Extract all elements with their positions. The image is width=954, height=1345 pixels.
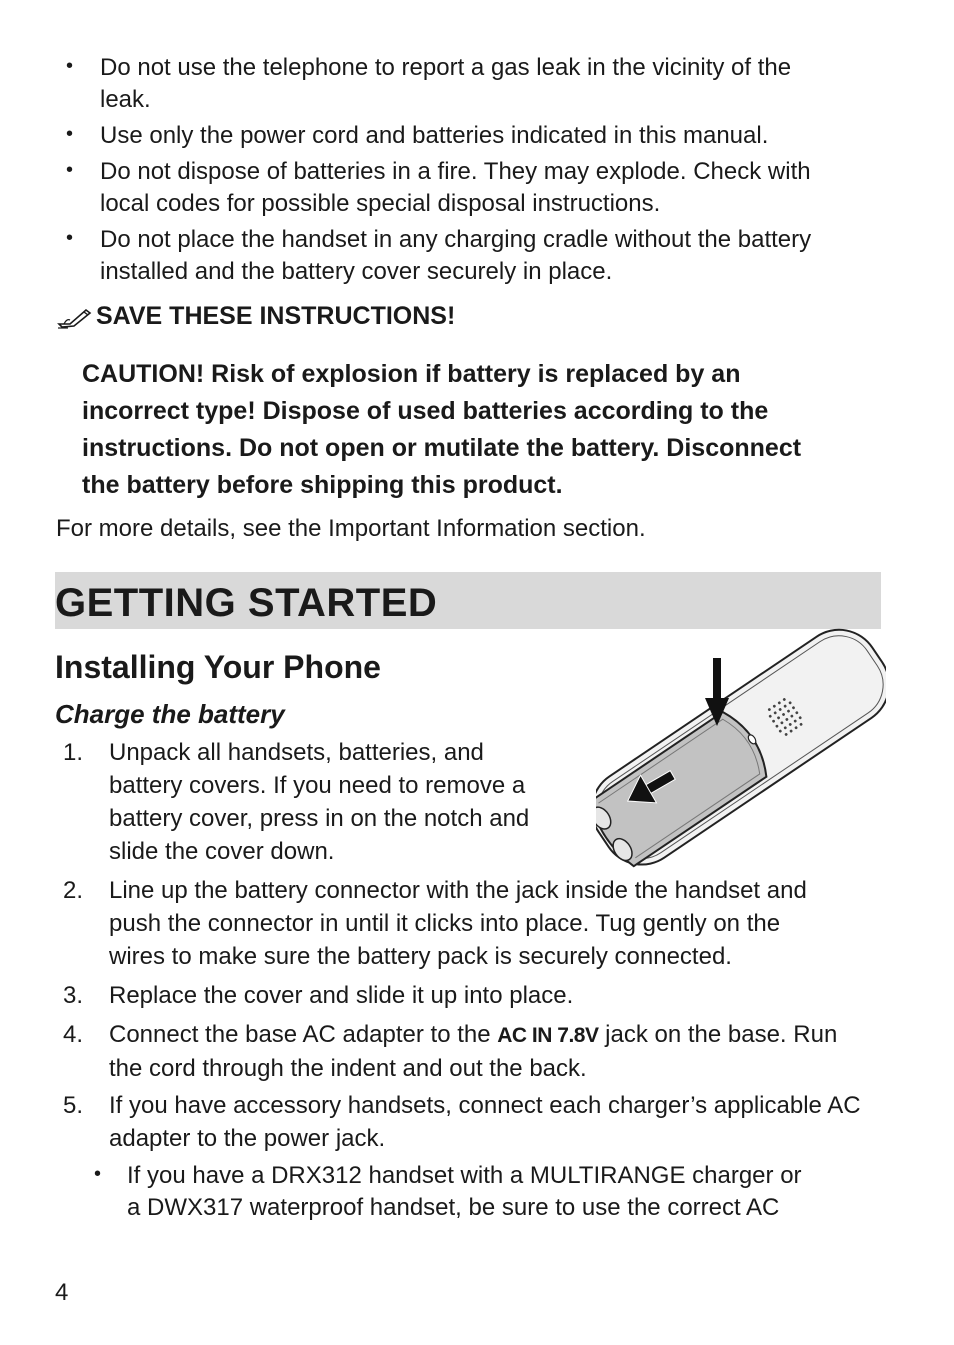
ac-in-jack-label: AC IN 7.8V	[497, 1024, 599, 1047]
safety-bullet: • Do not place the handset in any charging cradle without the battery installed and the battery cover securely in place.	[66, 224, 866, 288]
page-number: 4	[55, 1279, 69, 1306]
bullet-icon: •	[66, 123, 74, 145]
safety-bullet: • Use only the power cord and batteries indicated in this manual.	[66, 120, 866, 152]
bullet-icon: •	[66, 55, 74, 77]
section-title: GETTING STARTED	[55, 581, 438, 625]
bullet-icon: •	[66, 227, 74, 249]
details-note: For more details, see the Important Information section.	[56, 515, 646, 542]
task-title: Charge the battery	[55, 699, 285, 729]
safety-bullet: • Do not use the telephone to report a gas leak in the vicinity of the leak.	[66, 52, 866, 116]
bullet-icon: •	[94, 1163, 102, 1185]
handset-battery-cover-illustration	[596, 628, 886, 868]
safety-bullet-list	[66, 52, 866, 292]
caution-block: CAUTION! Risk of explosion if battery is replaced by an incorrect type! Dispose of used batteries according to the instructions. Do not open or mutilate the battery. Disconnect the battery before shipping this product.	[82, 360, 802, 499]
safety-bullet: • Do not dispose of batteries in a fire. They may explode. Check with local codes for possible special disposal instructions.	[66, 156, 866, 220]
manual-page: • Do not use the telephone to report a gas leak in the vicinity of the leak. • Use only the power cord and batteries indicated in this manual. • Do not dispose of batteries in a fire. They may explode. Check with local codes for possible special disposal instructions. • Do not place the handset in any charging cradle without the battery installed and the battery cover securely in place. SAVE THESE INSTRUCTIONS! CAUTION! Risk of explosion if battery is replaced by an incorrect type! Dispose of used batteries according to the instructions. Do not open or mutilate the battery. Disconnect the battery before shipping this product. For more details, see the Important Information section. GETTING STARTED Installing Your Phone Charge the battery 1. Unpack all handsets, batteries, and battery covers. If you need to remove a battery cover, press in on the notch and slide the cover down. 2. Line up the battery connector with the jack inside the handset and push the connector in until it clicks into place. Tug gently on the wires to make sure the battery pack is securely connected. 3. Replace the cover and slide it up into place. 4. Connect the base AC adapter to the AC IN 7.8V jack on the base. Run the cord through the indent and out the back. 5. If you have accessory handsets, connect each charger’s applicable AC adapter to the power jack. • If you have a DRX312 handset with a MULTIRANGE charger or a DWX317 waterproof handset, be sure to use the correct AC 4	[0, 0, 954, 1345]
save-instructions-notice: SAVE THESE INSTRUCTIONS!	[56, 302, 455, 331]
bullet-icon: •	[66, 159, 74, 181]
subsection-title: Installing Your Phone	[55, 649, 381, 685]
writing-hand-icon	[56, 304, 94, 330]
